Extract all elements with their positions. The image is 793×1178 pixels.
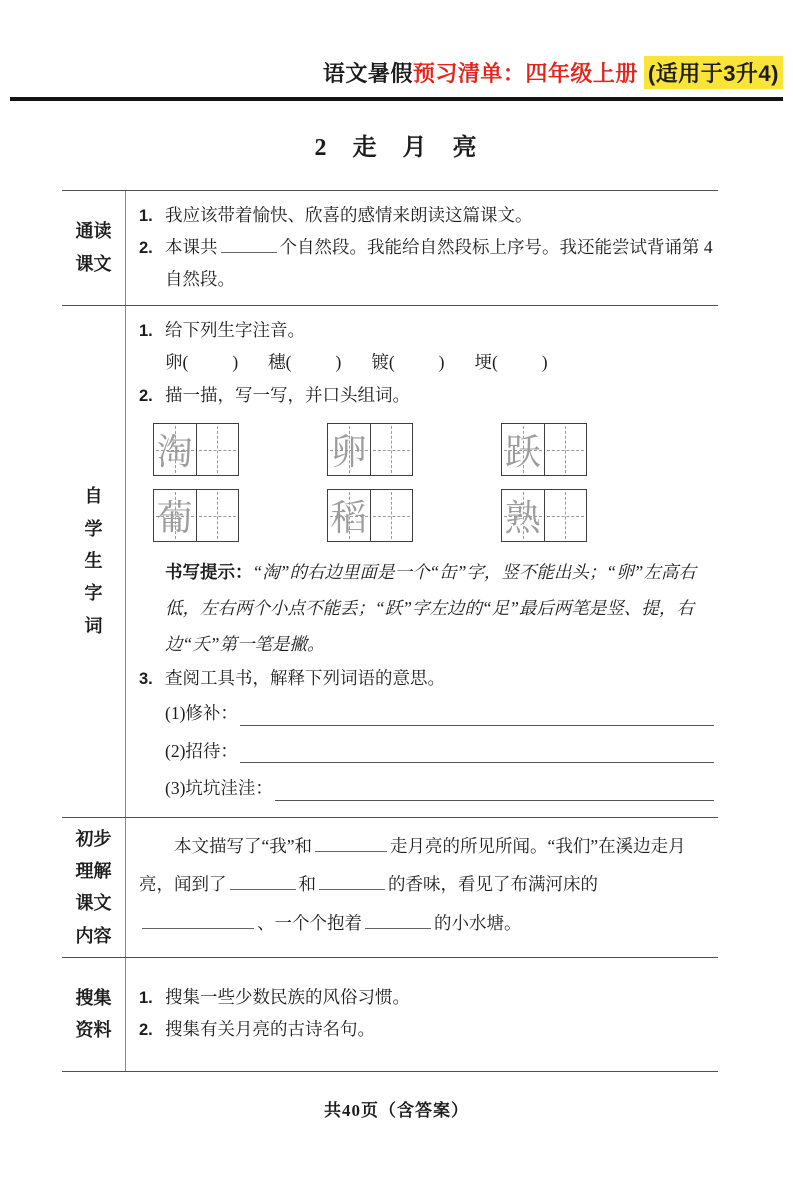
item-number: 2. <box>139 386 153 405</box>
grid-cell <box>502 424 544 475</box>
item-number: 1. <box>139 989 153 1008</box>
page-header <box>0 56 783 89</box>
row-self-study-words <box>62 305 718 817</box>
close-paren: ) <box>541 352 548 373</box>
header-series-text: 预习清单：四年级上册 <box>412 61 638 86</box>
label-line: 课文 <box>75 893 112 914</box>
item-text: 我应该带着愉快、欣喜的感情来朗读这篇课文。 <box>165 205 533 225</box>
grid-cell <box>370 424 413 475</box>
task-item <box>139 982 716 1014</box>
pinyin-char: 卵 <box>165 352 183 373</box>
answer-line <box>240 725 714 726</box>
label-line: 课文 <box>75 253 112 274</box>
open-paren: ( <box>285 352 292 373</box>
summary-segment: 的香味，看见了布满河床的 <box>388 874 598 895</box>
item-text-pre: 本课共 <box>165 236 218 257</box>
grid-cell <box>544 424 587 475</box>
grid-cell <box>370 490 413 541</box>
row-comprehension <box>62 817 718 957</box>
grid-cell <box>196 424 239 475</box>
header-divider-rule <box>10 97 783 101</box>
item-text-post: 个自然段。我能给自然段标上序号。我还能尝试背诵第 4 自然段。 <box>165 236 713 289</box>
pinyin-char: 镀 <box>371 352 389 373</box>
pinyin-char: 穗 <box>268 352 286 373</box>
definition-word-label: (2)招待： <box>165 740 238 761</box>
item-text: 给下列生字注音。 <box>165 319 305 340</box>
definition-row <box>165 733 716 771</box>
label-line: 通读 <box>75 221 112 242</box>
open-paren: ( <box>182 352 189 373</box>
item-number: 2. <box>139 1021 153 1040</box>
label-char: 自 <box>84 486 103 507</box>
item-text: 查阅工具书，解释下列词语的意思。 <box>165 668 445 689</box>
close-paren: ) <box>438 352 445 373</box>
row-collect-materials-content <box>126 958 718 1071</box>
summary-segment: 走月亮的所见所闻。“我们”在溪边走月亮，闻到了 <box>139 835 686 895</box>
item-number: 1. <box>139 321 153 340</box>
definition-row <box>165 770 716 808</box>
row-read-through <box>62 190 718 305</box>
pinyin-item <box>371 346 444 379</box>
row-collect-materials-label <box>62 958 126 1071</box>
grid-cell <box>154 490 196 541</box>
task-item <box>139 200 716 232</box>
header-grade-badge: (适用于3升4) <box>644 56 783 89</box>
trace-character: 跃 <box>504 432 541 474</box>
item-text: 描一描，写一写，并口头组词。 <box>165 384 410 405</box>
fill-in-blank <box>230 874 296 891</box>
row-comprehension-label <box>62 818 126 957</box>
label-line: 搜集 <box>75 987 112 1008</box>
task-item <box>139 1014 716 1046</box>
writing-tip-text: “淘”的右边里面是一个“缶”字，竖不能出头；“卵”左高右低，左右两个小点不能丢；“跃”字左边的“足”最后两笔是竖、提，右边“夭”第一笔是撇。 <box>165 562 696 655</box>
item-number: 2. <box>139 238 153 257</box>
trace-character: 淘 <box>156 432 193 474</box>
label-line: 初步 <box>75 828 112 849</box>
row-comprehension-content <box>126 818 718 957</box>
pinyin-item <box>165 346 238 379</box>
row-read-through-label <box>62 191 126 305</box>
open-paren: ( <box>388 352 395 373</box>
label-char: 学 <box>84 518 103 539</box>
character-writing-grids <box>153 423 716 542</box>
lesson-title: 2 走 月 亮 <box>314 135 479 161</box>
open-paren: ( <box>491 352 498 373</box>
pinyin-char: 埂 <box>474 352 492 373</box>
row-self-study-label <box>62 306 126 817</box>
pinyin-item <box>268 346 341 379</box>
row-self-study-content <box>126 306 718 817</box>
fill-in-blank <box>315 835 387 852</box>
trace-character: 稻 <box>330 498 367 540</box>
label-line: 资料 <box>75 1020 112 1041</box>
row-collect-materials <box>62 957 718 1072</box>
writing-grid-box <box>153 423 239 476</box>
grid-cell <box>502 490 544 541</box>
item-number: 1. <box>139 207 153 225</box>
close-paren: ) <box>335 352 342 373</box>
definition-row <box>165 695 716 733</box>
definition-word-label: (3)坑坑洼洼： <box>165 778 273 799</box>
writing-grid-box <box>501 423 587 476</box>
task-item <box>139 315 716 347</box>
label-line: 内容 <box>75 925 112 946</box>
item-text <box>165 232 716 296</box>
task-item <box>139 232 716 296</box>
fill-in-blank <box>319 874 385 891</box>
page-count-footer: 共40页（含答案） <box>324 1100 469 1120</box>
row-read-through-content <box>126 191 718 305</box>
pinyin-exercise-row <box>165 346 716 379</box>
writing-grid-box <box>501 489 587 542</box>
grid-cell <box>154 424 196 475</box>
fill-in-blank <box>365 912 431 929</box>
writing-grid-box <box>153 489 239 542</box>
trace-character: 葡 <box>156 498 193 540</box>
fill-in-blank <box>221 236 277 253</box>
grid-cell <box>328 490 370 541</box>
task-item <box>139 663 716 695</box>
grid-row <box>153 423 716 476</box>
answer-line <box>240 762 714 763</box>
task-item <box>139 380 716 412</box>
answer-line <box>275 800 714 801</box>
grid-cell <box>328 424 370 475</box>
summary-segment: 、一个个抱着 <box>257 912 362 933</box>
summary-segment: 的小水塘。 <box>434 912 522 933</box>
grid-cell <box>196 490 239 541</box>
label-char: 词 <box>84 615 103 636</box>
writing-grid-box <box>327 423 413 476</box>
writing-tip-label: 书写提示： <box>165 562 253 583</box>
item-text: 搜集一些少数民族的风俗习惯。 <box>165 987 410 1008</box>
writing-tip <box>165 555 716 663</box>
trace-character: 熟 <box>504 498 541 540</box>
trace-character: 卵 <box>330 432 367 474</box>
grid-row <box>153 489 716 542</box>
label-char: 字 <box>84 583 103 604</box>
label-char: 生 <box>84 550 103 571</box>
summary-paragraph <box>139 827 716 943</box>
item-number: 3. <box>139 670 153 689</box>
definition-word-label: (1)修补： <box>165 702 238 723</box>
summary-segment: 本文描写了“我”和 <box>174 835 313 856</box>
fill-in-blank <box>142 912 254 929</box>
worksheet-table <box>62 190 718 1072</box>
label-line: 理解 <box>75 860 112 881</box>
summary-segment: 和 <box>298 874 316 895</box>
grid-cell <box>544 490 587 541</box>
header-subject-text: 语文暑假 <box>322 61 413 86</box>
item-text: 搜集有关月亮的古诗名句。 <box>165 1019 375 1040</box>
writing-grid-box <box>327 489 413 542</box>
close-paren: ) <box>232 352 239 373</box>
pinyin-item <box>474 346 547 379</box>
